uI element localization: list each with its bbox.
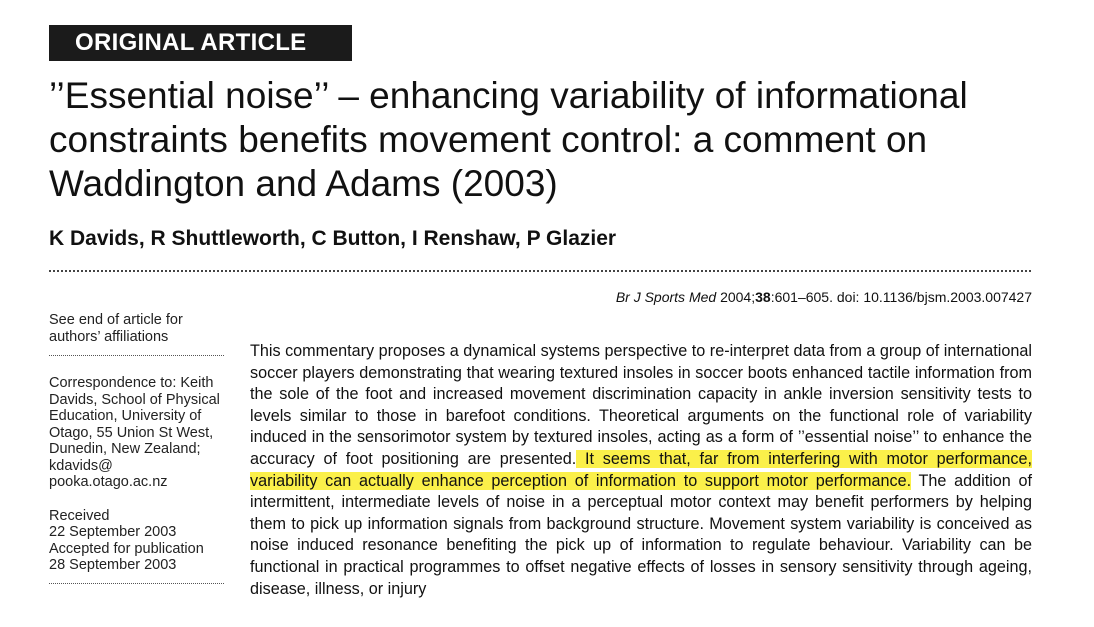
article-type-badge: ORIGINAL ARTICLE [49,25,352,61]
sidebar-divider-bottom [49,583,224,584]
affiliations-note: See end of article for authors’ affiliations [49,312,183,345]
accepted-date: 28 September 2003 [49,557,177,573]
abstract-text-after-highlight: The addition of intermittent, intermediate levels of noise in a perceptual motor context may benefit performers by helping them to pick up information signals from background structure. Movement system variability is conceived as noise induced resonance benefiting the pick up of information to regulate behaviour. Variability can be functional in practical programmes to offset negative effects of losses in sensory sensitivity through ageing, disease, illness, or injury [250,471,1033,598]
sidebar-divider [49,355,224,356]
abstract-paragraph [250,341,1032,600]
dotted-divider [49,270,1031,272]
abstract-text-before-highlight: This commentary proposes a dynamical systems perspective to re-interpret data from a group of international soccer players demonstrating that wearing textured insoles in soccer boots enhanced tactile information from the sole of the foot and increased movement discrimination capacity in ankle inversion sensitivity tests to levels similar to those in barefoot conditions. Theoretical arguments on the functional role of variability induced in the sensorimotor system by textured insoles, acting as a form of ’’essential noise’’ to enhance the accuracy of foot positioning are presented. [250,342,1032,468]
citation-year: 2004; [716,289,756,305]
journal-name: Br J Sports Med [615,289,717,305]
received-label: Received [49,507,110,524]
abstract [250,341,1032,600]
article-sidebar [49,312,229,603]
received-date: 22 September 2003 [49,524,177,540]
author-list: K Davids, R Shuttleworth, C Button, I Renshaw, P Glazier [49,227,617,250]
citation-line [616,289,1032,305]
article-title: ’’Essential noise’’ – enhancing variability of informational constraints benefits movement control: a comment on Waddington and Adams (2003) [49,75,968,204]
highlighted-text[interactable]: It seems that, far from interfering with motor performance, variability can actually enhance perception of information to support motor performance. [250,449,1032,490]
citation-pages-doi[interactable]: :601–605. doi: 10.1136/bjsm.2003.007427 [770,289,1032,305]
correspondence-info: Correspondence to: Keith Davids, School of Physical Education, University of Otago, 55 Union St West, Dunedin, New Zealand; kdavids@ pooka.otago.ac.nz [49,375,220,490]
citation-volume: 38 [755,289,771,305]
accepted-label: Accepted for publication [49,540,204,557]
